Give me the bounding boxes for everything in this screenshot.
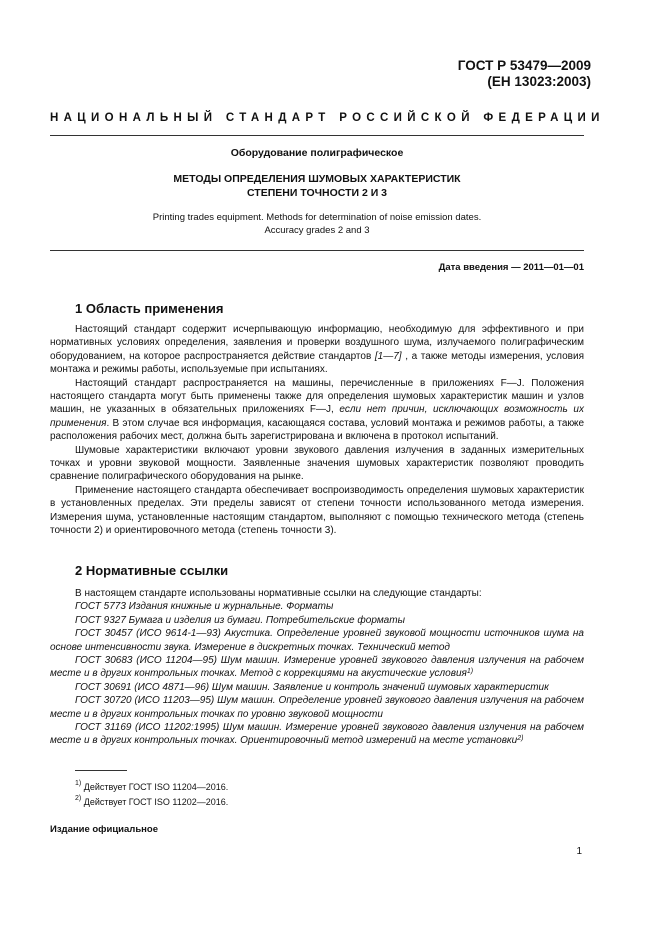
reference-item: ГОСТ 30691 (ИСО 4871—96) Шум машин. Заявление и контроль значений шумовых характеристик — [75, 681, 549, 693]
standard-code-block — [458, 58, 591, 90]
reference-item: ГОСТ 30457 (ИСО 9614-1—93) Акустика. Определение уровней звуковой мощности источников шума на основе интенсивности звука. Измерение в дискретных точках. Технический метод — [50, 628, 584, 653]
footnote-ref: 1) — [466, 668, 474, 676]
paragraph: Настоящий стандарт содержит исчерпывающую информацию, необходимую для эффективного и при нормативных условиях определения, заявления и проверки воздушного шума, излучаемого полиграфическим оборудованием, на которое распространяется действие стандартов [1—7] , а также методы измерения, условия монтажа и режимы работы, используемые при испытаниях. — [50, 324, 584, 376]
english-title-line-1: Printing trades equipment. Methods for determination of noise emission dates. — [152, 212, 482, 223]
reference-item: ГОСТ 30720 (ИСО 11203—95) Шум машин. Определение уровней звукового давления излучения на рабочем месте и в других контрольных точках по уровню звуковой мощности — [50, 695, 584, 720]
section-1-body — [50, 323, 584, 538]
title-line-1: МЕТОДЫ ОПРЕДЕЛЕНИЯ ШУМОВЫХ ХАРАКТЕРИСТИК — [173, 173, 461, 185]
section-2-heading: 2 Нормативные ссылки — [75, 563, 229, 578]
standard-code-en: (ЕН 13023:2003) — [487, 74, 591, 89]
document-subtitle: Оборудование полиграфическое — [230, 147, 404, 159]
references-intro: В настоящем стандарте использованы нормативные ссылки на следующие стандарты: — [75, 588, 482, 599]
reference-item: ГОСТ 5773 Издания книжные и журнальные. Форматы — [75, 601, 334, 613]
standard-code: ГОСТ Р 53479—2009 — [457, 58, 591, 73]
reference-item: ГОСТ 31169 (ИСО 11202:1995) Шум машин. Измерение уровней звукового давления излучения на рабочем месте и в других контрольных точках. Ориентировочный метод измерений на месте установки$^{2)}$ — [50, 722, 584, 747]
effective-date: Дата введения — 2011—01—01 — [438, 262, 584, 273]
english-title-line-2: Accuracy grades 2 and 3 — [264, 224, 370, 236]
official-edition-label: Издание официальное — [50, 824, 158, 835]
title-line-2: СТЕПЕНИ ТОЧНОСТИ 2 И 3 — [246, 187, 388, 199]
national-standard-heading: НАЦИОНАЛЬНЫЙ СТАНДАРТ РОССИЙСКОЙ ФЕДЕРАЦИИ — [50, 112, 605, 124]
footnote-ref: 2) — [517, 735, 524, 743]
document-title — [50, 172, 584, 200]
reference-item: ГОСТ 9327 Бумага и изделия из бумаги. Потребительские форматы — [75, 614, 405, 626]
paragraph: Настоящий стандарт распространяется на машины, перечисленные в приложениях F—J. Положения настоящего стандарта могут быть применены также для определения шумовых характеристик машин и узлов машин, не указанных в обязательных приложениях F—J, если нет причин, исключающих возможность их применения. В этом случае вся информация, касающаяся состава, условий монтажа и режимов работы, а также расположения рабочих мест, должна быть зарегистрирована и включена в протокол испытаний. — [50, 377, 584, 443]
reference-item: ГОСТ 30683 (ИСО 11204—95) Шум машин. Измерение уровней звукового давления излучения на рабочем месте и в других контрольных точках. Метод с коррекциями на акустические условия$^{1)}$ — [50, 655, 584, 680]
header-divider — [50, 135, 584, 136]
section-1-heading: 1 Область применения — [75, 301, 224, 316]
footnote-1: $^{1)}$ Действует ГОСТ ISO 11204—2016. — [75, 780, 229, 792]
paragraph: Применение настоящего стандарта обеспечивает воспроизводимость определения шумовых характеристик в установленных пределах. Эти пределы зависят от степени точности использованного метода измерения. Измерения шума, установленные настоящим стандартом, выполняют с помощью технического метода (степень точности 2) и ориентировочного метода (степень точности 3). — [50, 484, 584, 537]
english-title — [50, 212, 584, 237]
footnote-2: $^{2)}$ Действует ГОСТ ISO 11202—2016. — [75, 795, 229, 807]
paragraph: Шумовые характеристики включают уровни звукового давления излучения в заданных измерительных точках и уровни звуковой мощности. Заявленные значения шумовых характеристик позволяют проводить сравнение полиграфического оборудования на рынке. — [50, 444, 584, 483]
section-2-body — [50, 587, 584, 748]
footnote-divider — [75, 770, 127, 771]
page-number: 1 — [576, 846, 582, 857]
title-divider — [50, 250, 584, 251]
